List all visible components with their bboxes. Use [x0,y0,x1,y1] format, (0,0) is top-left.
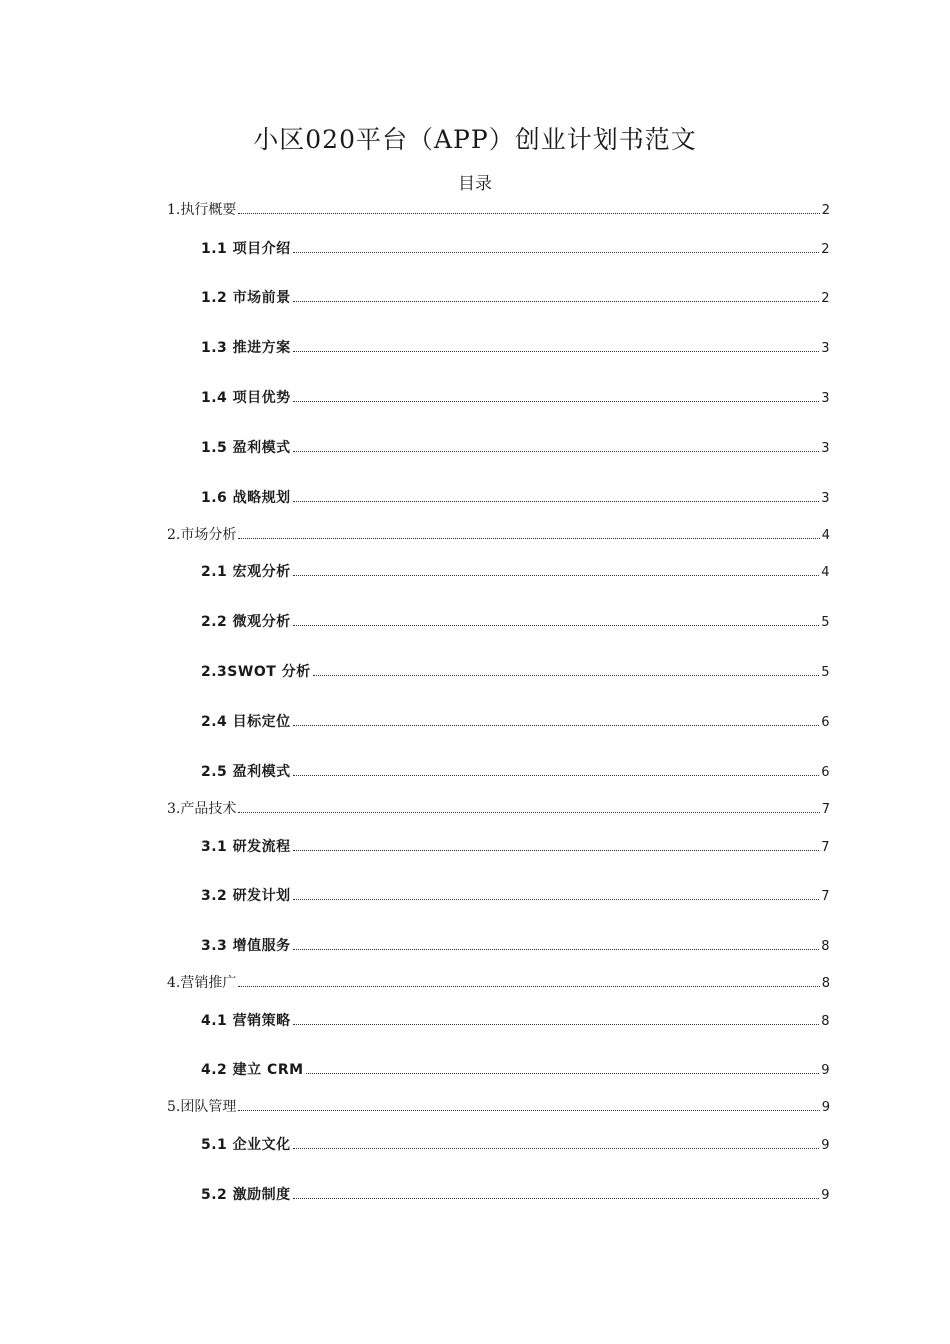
toc-entry-1[interactable] [167,200,830,221]
toc-leader-dots [238,812,819,813]
toc-leader-dots [293,949,820,950]
toc-entry-label: 1.1 项目介绍 [201,241,291,257]
toc-leader-dots [238,986,819,987]
toc-entry-1-3[interactable] [201,338,830,359]
toc-leader-dots [238,538,819,539]
toc-entry-page: 8 [821,939,830,954]
toc-entry-1-1[interactable] [201,239,830,260]
toc-leader-dots [293,1198,820,1199]
toc-entry-3-2[interactable] [201,886,830,907]
toc-entry-label: 3.1 研发流程 [201,839,291,855]
toc-entry-page: 6 [821,715,830,730]
toc-entry-page: 2 [821,242,830,257]
toc-leader-dots [293,351,820,352]
toc-leader-dots [293,301,820,302]
toc-entry-label: 2.2 微观分析 [201,614,291,630]
toc-entry-page: 8 [821,1014,830,1029]
toc-entry-page: 9 [821,1063,830,1078]
toc-entry-page: 6 [821,765,830,780]
toc-entry-page: 4 [821,565,830,580]
toc-entry-3[interactable] [167,799,830,820]
toc-entry-1-6[interactable] [201,488,830,509]
toc-entry-label: 2.5 盈利模式 [201,764,291,780]
toc-entry-1-2[interactable] [201,288,830,309]
toc-entry-label: 3.3 增值服务 [201,938,291,954]
toc-entry-page: 7 [821,840,830,855]
toc-entry-page: 3 [821,491,830,506]
toc-leader-dots [293,1024,820,1025]
toc-leader-dots [293,625,820,626]
toc-entry-label: 3.产品技术 [167,801,237,817]
toc-entry-2-2[interactable] [201,612,830,633]
toc-entry-label: 3.2 研发计划 [201,888,291,904]
toc-leader-dots [238,213,819,214]
toc-leader-dots [293,775,820,776]
toc-entry-2[interactable] [167,525,830,546]
toc-entry-label: 2.市场分析 [167,527,237,543]
toc-entry-5[interactable] [167,1097,830,1118]
toc-entry-label: 1.3 推进方案 [201,340,291,356]
toc-entry-label: 4.营销推广 [167,975,237,991]
toc-entry-page: 2 [821,291,830,306]
toc-entry-2-5[interactable] [201,762,830,783]
toc-entry-3-1[interactable] [201,837,830,858]
toc-entry-page: 7 [821,802,830,817]
toc-entry-page: 7 [821,889,830,904]
toc-entry-page: 8 [821,976,830,991]
toc-entry-1-5[interactable] [201,438,830,459]
toc-leader-dots [293,1148,820,1149]
toc-entry-label: 5.2 激励制度 [201,1187,291,1203]
toc-entry-label: 5.1 企业文化 [201,1137,291,1153]
toc-leader-dots [293,451,820,452]
toc-entry-2-4[interactable] [201,712,830,733]
toc-entry-label: 4.1 营销策略 [201,1013,291,1029]
toc-entry-4-1[interactable] [201,1011,830,1032]
toc-entry-label: 1.5 盈利模式 [201,440,291,456]
toc-leader-dots [293,252,820,253]
toc-entry-3-3[interactable] [201,936,830,957]
toc-entry-label: 1.4 项目优势 [201,390,291,406]
toc-leader-dots [306,1073,820,1074]
toc-entry-4-2[interactable] [201,1060,830,1081]
toc-leader-dots [293,850,820,851]
toc-entry-page: 3 [821,391,830,406]
toc-entry-page: 2 [821,203,830,218]
toc-entry-5-2[interactable] [201,1185,830,1206]
toc-entry-label: 1.2 市场前景 [201,290,291,306]
toc-entry-page: 9 [821,1138,830,1153]
toc-entry-page: 9 [821,1188,830,1203]
toc-entry-page: 5 [821,615,830,630]
toc-entry-page: 3 [821,441,830,456]
toc-leader-dots [293,725,820,726]
toc-entry-2-1[interactable] [201,562,830,583]
toc-leader-dots [293,899,820,900]
toc-entry-page: 5 [821,665,830,680]
toc-entry-5-1[interactable] [201,1135,830,1156]
toc-entry-label: 2.1 宏观分析 [201,564,291,580]
toc-entry-2-3[interactable] [201,662,830,683]
toc-entry-page: 3 [821,341,830,356]
toc-leader-dots [293,575,820,576]
toc-leader-dots [293,401,820,402]
toc-leader-dots [293,501,820,502]
toc-entry-page: 9 [821,1100,830,1115]
toc-leader-dots [238,1110,819,1111]
toc-entry-label: 1.6 战略规划 [201,490,291,506]
toc-entry-1-4[interactable] [201,388,830,409]
toc-entry-label: 2.4 目标定位 [201,714,291,730]
toc-heading: 目录 [458,174,492,194]
toc-entry-4[interactable] [167,973,830,994]
toc-leader-dots [313,675,820,676]
toc-entry-label: 1.执行概要 [167,202,237,218]
document-title: 小区020平台（APP）创业计划书范文 [253,125,697,154]
toc-entry-label: 4.2 建立 CRM [201,1062,304,1078]
toc-entry-label: 5.团队管理 [167,1099,237,1115]
toc-entry-page: 4 [821,528,830,543]
toc-entry-label: 2.3SWOT 分析 [201,664,311,680]
